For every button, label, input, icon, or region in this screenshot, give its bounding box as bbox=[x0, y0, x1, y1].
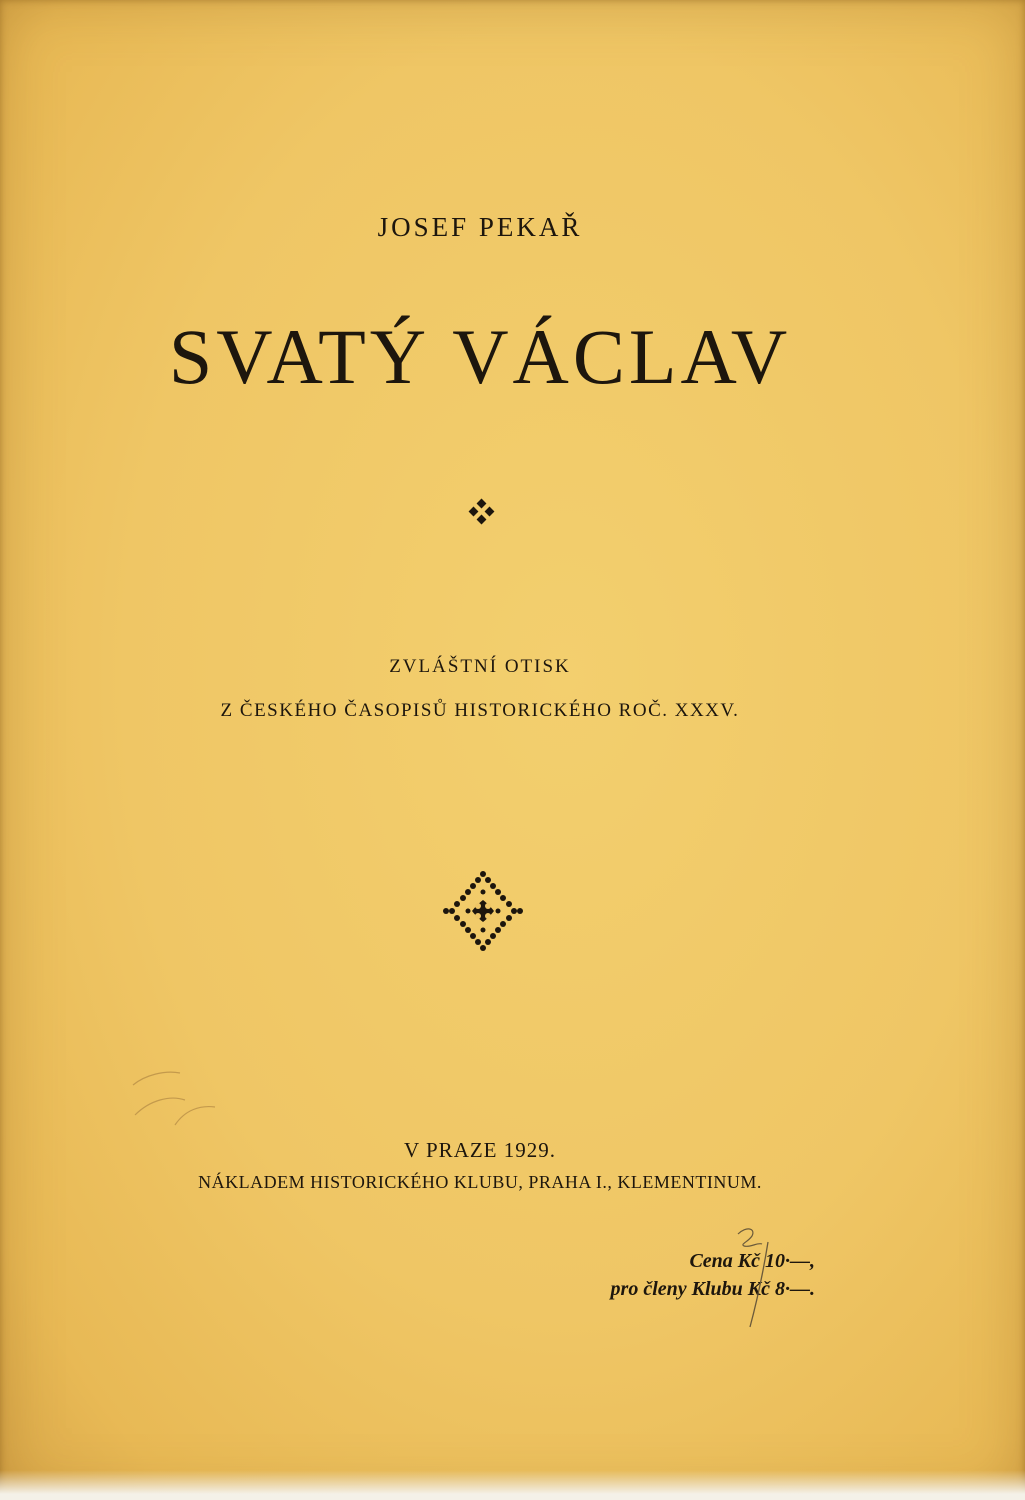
subtitle-journal: Z ČESKÉHO ČASOPISŮ HISTORICKÉHO ROČ. XXXV. bbox=[220, 700, 740, 721]
small-diamond-ornament-icon bbox=[468, 498, 496, 526]
faint-pencil-scribble bbox=[125, 1055, 235, 1145]
large-dotted-diamond-ornament-icon bbox=[442, 870, 524, 952]
subtitle-special-print: ZVLÁŠTNÍ OTISK bbox=[389, 656, 571, 677]
member-price-line: pro členy Klubu Kč 8·—. bbox=[610, 1278, 815, 1300]
publisher-line: NÁKLADEM HISTORICKÉHO KLUBU, PRAHA I., KLEMENTINUM. bbox=[198, 1172, 762, 1192]
torn-bottom-edge bbox=[0, 1470, 1025, 1500]
price-line: Cena Kč 10·—, bbox=[689, 1250, 815, 1272]
book-title: SVATÝ VÁCLAV bbox=[168, 313, 792, 400]
author-name: JOSEF PEKAŘ bbox=[377, 212, 583, 242]
pencil-annotation-mark bbox=[728, 1222, 778, 1332]
place-and-year: V PRAZE 1929. bbox=[403, 1138, 557, 1162]
